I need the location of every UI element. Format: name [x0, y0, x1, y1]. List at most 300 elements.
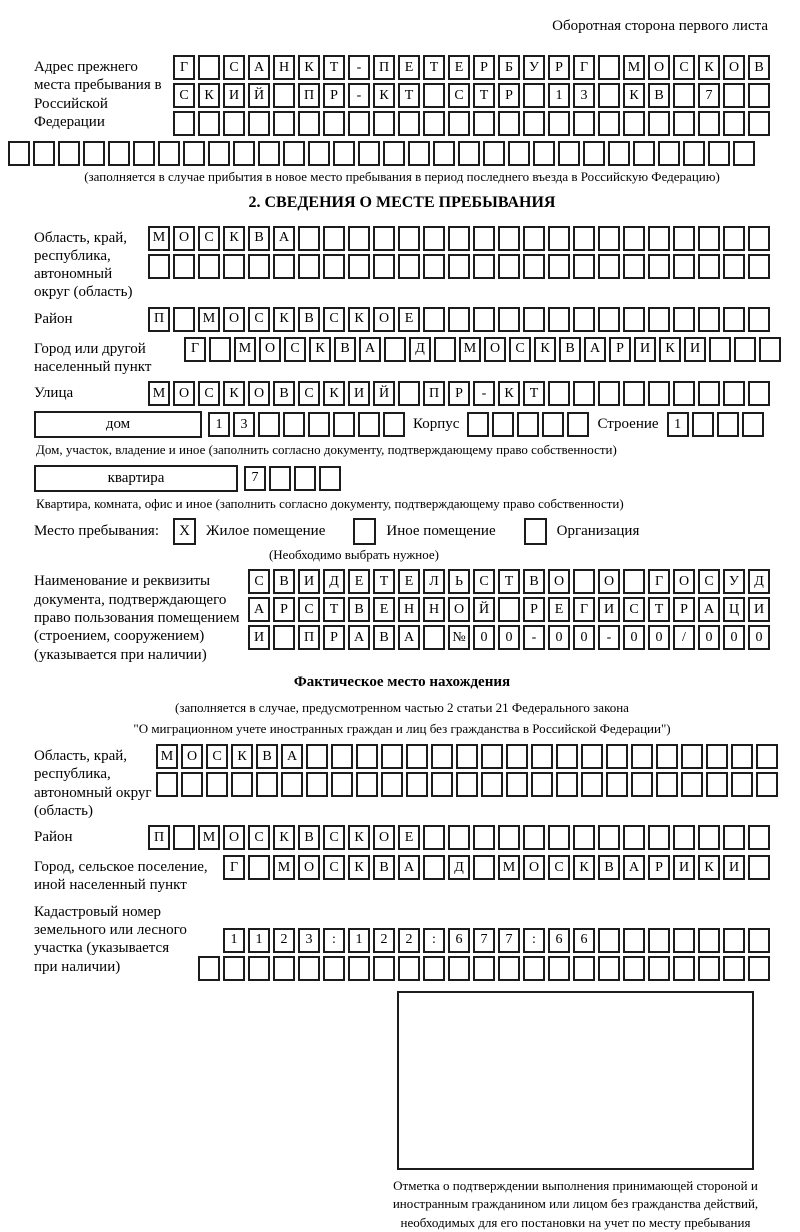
char-cell[interactable] — [423, 254, 445, 279]
char-cell[interactable]: И — [348, 381, 370, 406]
char-cell[interactable] — [623, 928, 645, 953]
char-cell[interactable] — [223, 956, 245, 981]
char-cell[interactable] — [759, 337, 781, 362]
char-cell[interactable]: Е — [548, 597, 570, 622]
char-cell[interactable] — [598, 254, 620, 279]
char-cell[interactable] — [498, 956, 520, 981]
char-cell[interactable] — [248, 855, 270, 880]
char-cell[interactable]: Н — [273, 55, 295, 80]
char-cell[interactable]: В — [334, 337, 356, 362]
char-cell[interactable]: В — [298, 825, 320, 850]
char-cell[interactable] — [573, 381, 595, 406]
char-cell[interactable]: К — [659, 337, 681, 362]
char-cell[interactable] — [306, 744, 328, 769]
char-cell[interactable]: Й — [373, 381, 395, 406]
char-cell[interactable] — [258, 141, 280, 166]
char-cell[interactable] — [723, 226, 745, 251]
char-cell[interactable] — [548, 111, 570, 136]
char-cell[interactable] — [306, 772, 328, 797]
char-cell[interactable] — [506, 772, 528, 797]
char-cell[interactable] — [698, 254, 720, 279]
char-cell[interactable]: Р — [673, 597, 695, 622]
char-cell[interactable]: / — [673, 625, 695, 650]
char-cell[interactable]: О — [484, 337, 506, 362]
char-cell[interactable] — [698, 825, 720, 850]
char-cell[interactable]: Р — [548, 55, 570, 80]
char-cell[interactable]: А — [348, 625, 370, 650]
char-cell[interactable]: 2 — [373, 928, 395, 953]
char-cell[interactable] — [283, 141, 305, 166]
char-cell[interactable]: : — [323, 928, 345, 953]
char-cell[interactable]: - — [348, 55, 370, 80]
char-cell[interactable]: К — [534, 337, 556, 362]
char-cell[interactable] — [673, 825, 695, 850]
char-cell[interactable]: О — [173, 381, 195, 406]
char-cell[interactable]: Р — [648, 855, 670, 880]
char-cell[interactable]: С — [284, 337, 306, 362]
char-cell[interactable] — [58, 141, 80, 166]
char-cell[interactable] — [748, 855, 770, 880]
char-cell[interactable] — [573, 111, 595, 136]
char-cell[interactable] — [598, 55, 620, 80]
char-cell[interactable]: Р — [498, 83, 520, 108]
char-cell[interactable]: И — [723, 855, 745, 880]
char-cell[interactable] — [248, 111, 270, 136]
char-cell[interactable] — [209, 337, 231, 362]
char-cell[interactable]: О — [523, 855, 545, 880]
char-cell[interactable] — [308, 141, 330, 166]
char-cell[interactable]: К — [223, 381, 245, 406]
char-cell[interactable] — [198, 111, 220, 136]
char-cell[interactable]: О — [223, 307, 245, 332]
char-cell[interactable] — [281, 772, 303, 797]
char-cell[interactable]: Т — [473, 83, 495, 108]
char-cell[interactable] — [756, 772, 778, 797]
char-cell[interactable] — [467, 412, 489, 437]
char-cell[interactable]: К — [348, 855, 370, 880]
char-cell[interactable]: - — [598, 625, 620, 650]
char-cell[interactable]: С — [448, 83, 470, 108]
char-cell[interactable] — [698, 956, 720, 981]
char-cell[interactable] — [548, 254, 570, 279]
char-cell[interactable]: С — [323, 825, 345, 850]
char-cell[interactable] — [198, 254, 220, 279]
char-cell[interactable]: В — [273, 569, 295, 594]
char-cell[interactable] — [573, 307, 595, 332]
char-cell[interactable] — [723, 254, 745, 279]
char-cell[interactable]: 2 — [273, 928, 295, 953]
char-cell[interactable] — [108, 141, 130, 166]
char-cell[interactable]: В — [298, 307, 320, 332]
char-cell[interactable] — [708, 141, 730, 166]
char-cell[interactable] — [648, 928, 670, 953]
char-cell[interactable]: А — [398, 855, 420, 880]
char-cell[interactable]: Г — [223, 855, 245, 880]
char-cell[interactable]: Д — [448, 855, 470, 880]
char-cell[interactable] — [556, 772, 578, 797]
char-cell[interactable]: И — [223, 83, 245, 108]
char-cell[interactable] — [381, 772, 403, 797]
char-cell[interactable]: С — [473, 569, 495, 594]
char-cell[interactable] — [331, 772, 353, 797]
char-cell[interactable] — [573, 226, 595, 251]
char-cell[interactable]: Г — [184, 337, 206, 362]
char-cell[interactable]: У — [723, 569, 745, 594]
char-cell[interactable] — [294, 466, 316, 491]
char-cell[interactable] — [206, 772, 228, 797]
char-cell[interactable]: 7 — [244, 466, 266, 491]
char-cell[interactable]: О — [173, 226, 195, 251]
char-cell[interactable]: 7 — [698, 83, 720, 108]
char-cell[interactable] — [431, 772, 453, 797]
char-cell[interactable] — [434, 337, 456, 362]
char-cell[interactable]: - — [523, 625, 545, 650]
char-cell[interactable] — [581, 772, 603, 797]
char-cell[interactable] — [648, 254, 670, 279]
char-cell[interactable]: Е — [398, 55, 420, 80]
char-cell[interactable]: С — [248, 825, 270, 850]
char-cell[interactable] — [273, 625, 295, 650]
char-cell[interactable]: 2 — [398, 928, 420, 953]
char-cell[interactable]: Е — [448, 55, 470, 80]
char-cell[interactable]: - — [348, 83, 370, 108]
char-cell[interactable] — [523, 254, 545, 279]
char-cell[interactable]: - — [473, 381, 495, 406]
char-cell[interactable] — [273, 111, 295, 136]
char-cell[interactable] — [198, 956, 220, 981]
char-cell[interactable] — [231, 772, 253, 797]
char-cell[interactable] — [598, 111, 620, 136]
char-cell[interactable] — [173, 111, 195, 136]
char-cell[interactable] — [748, 825, 770, 850]
char-cell[interactable]: Т — [323, 597, 345, 622]
char-cell[interactable]: К — [231, 744, 253, 769]
char-cell[interactable]: М — [234, 337, 256, 362]
char-cell[interactable]: П — [298, 625, 320, 650]
char-cell[interactable] — [623, 381, 645, 406]
char-cell[interactable]: Р — [448, 381, 470, 406]
char-cell[interactable] — [448, 111, 470, 136]
char-cell[interactable]: К — [573, 855, 595, 880]
char-cell[interactable]: 0 — [648, 625, 670, 650]
char-cell[interactable]: 1 — [208, 412, 230, 437]
char-cell[interactable]: 3 — [233, 412, 255, 437]
char-cell[interactable]: А — [248, 55, 270, 80]
char-cell[interactable]: И — [598, 597, 620, 622]
char-cell[interactable] — [631, 772, 653, 797]
char-cell[interactable] — [623, 569, 645, 594]
char-cell[interactable]: К — [698, 55, 720, 80]
char-cell[interactable]: Ь — [448, 569, 470, 594]
char-cell[interactable]: С — [248, 307, 270, 332]
char-cell[interactable] — [567, 412, 589, 437]
char-cell[interactable] — [333, 141, 355, 166]
char-cell[interactable] — [648, 226, 670, 251]
char-cell[interactable] — [648, 956, 670, 981]
char-cell[interactable] — [356, 772, 378, 797]
char-cell[interactable] — [623, 111, 645, 136]
char-cell[interactable]: 3 — [573, 83, 595, 108]
char-cell[interactable]: П — [298, 83, 320, 108]
char-cell[interactable] — [384, 337, 406, 362]
char-cell[interactable] — [598, 825, 620, 850]
char-cell[interactable] — [531, 744, 553, 769]
char-cell[interactable]: А — [359, 337, 381, 362]
char-cell[interactable] — [673, 307, 695, 332]
char-cell[interactable] — [623, 825, 645, 850]
char-cell[interactable]: Д — [323, 569, 345, 594]
char-cell[interactable]: 7 — [498, 928, 520, 953]
char-cell[interactable] — [473, 254, 495, 279]
char-cell[interactable]: Д — [409, 337, 431, 362]
char-cell[interactable]: В — [523, 569, 545, 594]
char-cell[interactable]: 1 — [348, 928, 370, 953]
char-cell[interactable] — [156, 772, 178, 797]
char-cell[interactable]: С — [298, 381, 320, 406]
char-cell[interactable]: 0 — [548, 625, 570, 650]
char-cell[interactable] — [198, 55, 220, 80]
char-cell[interactable] — [723, 956, 745, 981]
char-cell[interactable]: К — [273, 825, 295, 850]
char-cell[interactable]: П — [373, 55, 395, 80]
char-cell[interactable] — [373, 111, 395, 136]
char-cell[interactable] — [173, 307, 195, 332]
char-cell[interactable]: 0 — [473, 625, 495, 650]
char-cell[interactable] — [208, 141, 230, 166]
char-cell[interactable]: А — [273, 226, 295, 251]
char-cell[interactable] — [323, 111, 345, 136]
char-cell[interactable] — [723, 83, 745, 108]
char-cell[interactable] — [348, 254, 370, 279]
char-cell[interactable]: О — [673, 569, 695, 594]
char-cell[interactable] — [748, 956, 770, 981]
char-cell[interactable] — [523, 111, 545, 136]
char-cell[interactable]: Й — [473, 597, 495, 622]
char-cell[interactable]: О — [298, 855, 320, 880]
char-cell[interactable] — [631, 744, 653, 769]
char-cell[interactable] — [673, 254, 695, 279]
char-cell[interactable]: В — [273, 381, 295, 406]
char-cell[interactable]: О — [181, 744, 203, 769]
char-cell[interactable]: В — [373, 855, 395, 880]
char-cell[interactable] — [748, 111, 770, 136]
char-cell[interactable]: С — [509, 337, 531, 362]
char-cell[interactable]: Т — [648, 597, 670, 622]
char-cell[interactable] — [723, 825, 745, 850]
char-cell[interactable] — [681, 772, 703, 797]
char-cell[interactable]: Т — [373, 569, 395, 594]
char-cell[interactable] — [406, 772, 428, 797]
char-cell[interactable]: И — [684, 337, 706, 362]
char-cell[interactable] — [423, 625, 445, 650]
char-cell[interactable] — [698, 928, 720, 953]
char-cell[interactable]: М — [623, 55, 645, 80]
char-cell[interactable]: Ц — [723, 597, 745, 622]
char-cell[interactable] — [319, 466, 341, 491]
char-cell[interactable] — [448, 956, 470, 981]
char-cell[interactable] — [498, 825, 520, 850]
char-cell[interactable] — [383, 141, 405, 166]
char-cell[interactable] — [656, 744, 678, 769]
char-cell[interactable]: 1 — [248, 928, 270, 953]
char-cell[interactable] — [548, 381, 570, 406]
char-cell[interactable] — [623, 226, 645, 251]
char-cell[interactable]: М — [498, 855, 520, 880]
char-cell[interactable] — [673, 226, 695, 251]
char-cell[interactable] — [273, 83, 295, 108]
char-cell[interactable] — [573, 254, 595, 279]
char-cell[interactable] — [448, 825, 470, 850]
char-cell[interactable] — [606, 772, 628, 797]
char-cell[interactable]: С — [223, 55, 245, 80]
char-cell[interactable]: 1 — [548, 83, 570, 108]
char-cell[interactable] — [398, 226, 420, 251]
char-cell[interactable] — [423, 825, 445, 850]
char-cell[interactable] — [734, 337, 756, 362]
char-cell[interactable]: 1 — [667, 412, 689, 437]
char-cell[interactable] — [298, 111, 320, 136]
char-cell[interactable]: М — [148, 381, 170, 406]
char-cell[interactable]: Г — [648, 569, 670, 594]
char-cell[interactable]: Й — [248, 83, 270, 108]
char-cell[interactable] — [348, 111, 370, 136]
char-cell[interactable]: 0 — [498, 625, 520, 650]
char-cell[interactable] — [523, 825, 545, 850]
char-cell[interactable] — [748, 226, 770, 251]
char-cell[interactable]: Г — [573, 597, 595, 622]
char-cell[interactable] — [648, 111, 670, 136]
char-cell[interactable]: С — [298, 597, 320, 622]
char-cell[interactable]: 3 — [298, 928, 320, 953]
char-cell[interactable] — [398, 956, 420, 981]
char-cell[interactable]: Г — [573, 55, 595, 80]
char-cell[interactable] — [398, 254, 420, 279]
char-cell[interactable]: М — [198, 307, 220, 332]
char-cell[interactable] — [748, 928, 770, 953]
char-cell[interactable] — [233, 141, 255, 166]
char-cell[interactable]: Т — [323, 55, 345, 80]
char-cell[interactable] — [558, 141, 580, 166]
char-cell[interactable] — [333, 412, 355, 437]
char-cell[interactable]: Т — [423, 55, 445, 80]
char-cell[interactable] — [698, 381, 720, 406]
char-cell[interactable] — [258, 412, 280, 437]
char-cell[interactable] — [731, 744, 753, 769]
char-cell[interactable] — [331, 744, 353, 769]
char-cell[interactable]: К — [698, 855, 720, 880]
char-cell[interactable] — [742, 412, 764, 437]
char-cell[interactable]: С — [323, 855, 345, 880]
char-cell[interactable]: 0 — [573, 625, 595, 650]
char-cell[interactable] — [406, 744, 428, 769]
char-cell[interactable]: О — [648, 55, 670, 80]
char-cell[interactable]: И — [673, 855, 695, 880]
char-cell[interactable]: С — [698, 569, 720, 594]
char-cell[interactable] — [573, 956, 595, 981]
char-cell[interactable] — [673, 111, 695, 136]
char-cell[interactable]: К — [309, 337, 331, 362]
char-cell[interactable]: М — [156, 744, 178, 769]
char-cell[interactable]: Н — [423, 597, 445, 622]
char-cell[interactable]: Т — [398, 83, 420, 108]
char-cell[interactable]: Т — [523, 381, 545, 406]
char-cell[interactable] — [573, 825, 595, 850]
char-cell[interactable]: С — [548, 855, 570, 880]
char-cell[interactable]: Р — [323, 83, 345, 108]
char-cell[interactable] — [731, 772, 753, 797]
char-cell[interactable]: Г — [173, 55, 195, 80]
char-cell[interactable]: П — [148, 307, 170, 332]
char-cell[interactable] — [273, 956, 295, 981]
char-cell[interactable] — [173, 254, 195, 279]
char-cell[interactable] — [556, 744, 578, 769]
char-cell[interactable]: С — [173, 83, 195, 108]
char-cell[interactable] — [748, 83, 770, 108]
char-cell[interactable] — [423, 307, 445, 332]
char-cell[interactable] — [358, 412, 380, 437]
char-cell[interactable] — [448, 307, 470, 332]
char-cell[interactable] — [673, 83, 695, 108]
char-cell[interactable]: 0 — [698, 625, 720, 650]
char-cell[interactable] — [523, 226, 545, 251]
char-cell[interactable]: Е — [373, 597, 395, 622]
char-cell[interactable] — [356, 744, 378, 769]
char-cell[interactable] — [283, 412, 305, 437]
char-cell[interactable] — [381, 744, 403, 769]
char-cell[interactable]: К — [198, 83, 220, 108]
char-cell[interactable]: Е — [398, 825, 420, 850]
char-cell[interactable] — [473, 307, 495, 332]
char-cell[interactable] — [658, 141, 680, 166]
char-cell[interactable]: С — [323, 307, 345, 332]
char-cell[interactable] — [623, 307, 645, 332]
char-cell[interactable] — [498, 226, 520, 251]
char-cell[interactable] — [273, 254, 295, 279]
char-cell[interactable] — [583, 141, 605, 166]
char-cell[interactable] — [298, 956, 320, 981]
char-cell[interactable] — [648, 381, 670, 406]
char-cell[interactable] — [323, 956, 345, 981]
char-cell[interactable] — [83, 141, 105, 166]
char-cell[interactable]: С — [673, 55, 695, 80]
char-cell[interactable] — [308, 412, 330, 437]
char-cell[interactable]: М — [273, 855, 295, 880]
char-cell[interactable] — [481, 772, 503, 797]
char-cell[interactable] — [148, 254, 170, 279]
char-cell[interactable]: Д — [748, 569, 770, 594]
char-cell[interactable] — [256, 772, 278, 797]
char-cell[interactable] — [573, 569, 595, 594]
char-cell[interactable] — [648, 825, 670, 850]
char-cell[interactable] — [717, 412, 739, 437]
char-cell[interactable] — [673, 381, 695, 406]
char-cell[interactable] — [692, 412, 714, 437]
char-cell[interactable]: С — [206, 744, 228, 769]
char-cell[interactable]: А — [698, 597, 720, 622]
char-cell[interactable]: В — [598, 855, 620, 880]
char-cell[interactable] — [756, 744, 778, 769]
char-cell[interactable] — [709, 337, 731, 362]
char-cell[interactable] — [481, 744, 503, 769]
char-cell[interactable]: Н — [398, 597, 420, 622]
char-cell[interactable] — [623, 254, 645, 279]
char-cell[interactable] — [473, 825, 495, 850]
char-cell[interactable] — [723, 928, 745, 953]
char-cell[interactable]: К — [273, 307, 295, 332]
char-cell[interactable] — [581, 744, 603, 769]
char-cell[interactable] — [323, 254, 345, 279]
char-cell[interactable]: И — [634, 337, 656, 362]
